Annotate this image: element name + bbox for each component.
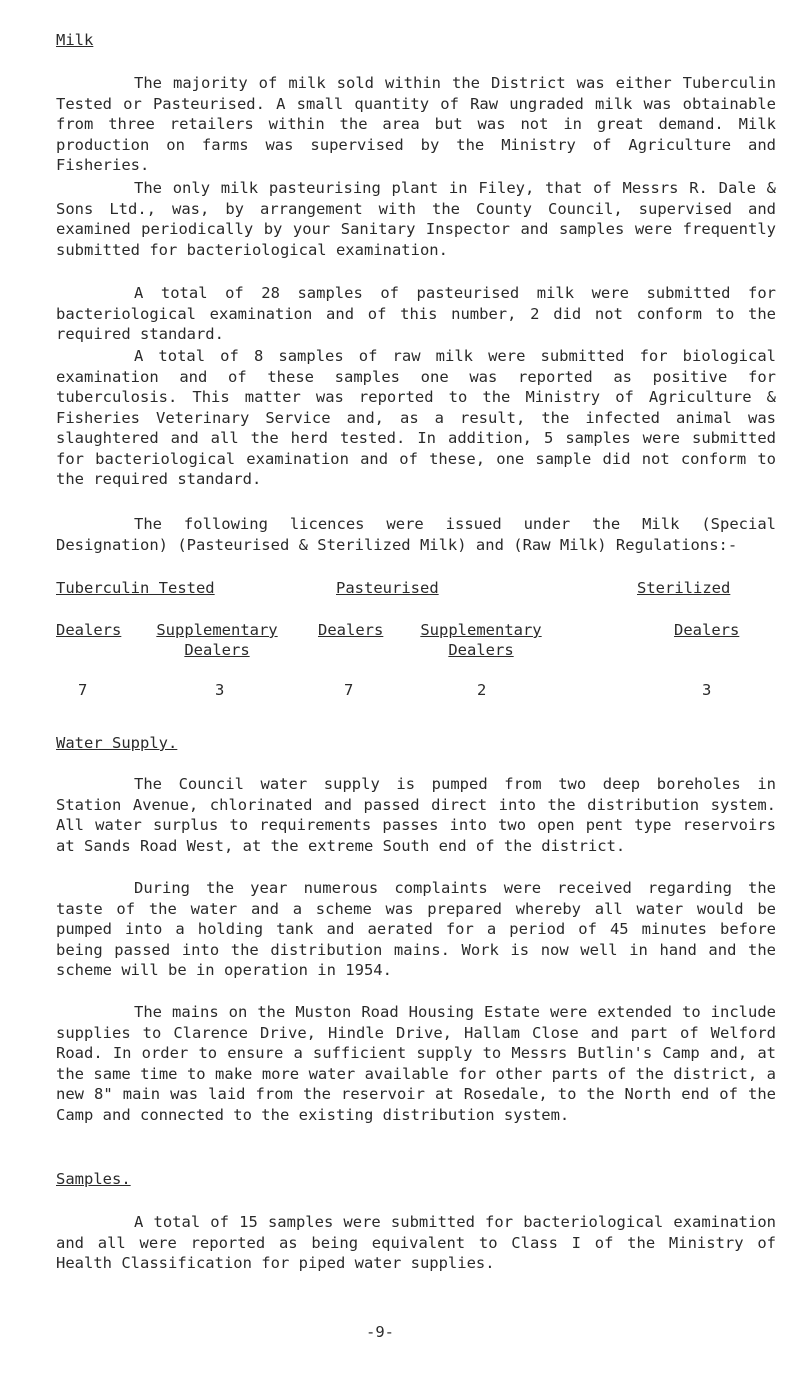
licences-sub-supplementary-dealers-1: Supplementary Dealers	[156, 621, 278, 659]
water-paragraph-3: The mains on the Muston Road Housing Estate were extended to include supplies to Clarence Drive, Hindle Drive, Hallam Close and part of Welford Road. In order to ensure a sufficient supply to Messrs Butlin's Camp and, at the same time to make more water available for other parts of the district, a new 8" main was laid from the reservoir at Rosedale, to the North end of the Camp and connected to the existing distribution system.	[56, 1003, 776, 1124]
milk-paragraph-3: A total of 28 samples of pasteurised milk were submitted for bacteriological examination and of this number, 2 did not conform to the required standard.	[56, 284, 776, 343]
licences-sub-dealers-3: Dealers	[674, 621, 740, 639]
licences-header-tuberculin-tested: Tuberculin Tested	[56, 579, 215, 597]
milk-paragraph-4: A total of 8 samples of raw milk were submitted for biological examination and of these samples one was reported as positive for tuberculosis. This matter was reported to the Ministry of Agriculture & Fisheries Veterinary Service and, as a result, the infected animal was slaughtered and all the herd tested. In addition, 5 samples were submitted for bacteriological examination and of these, one sample did not conform to the required standard.	[56, 347, 776, 488]
milk-paragraph-5: The following licences were issued under the Milk (Special Designation) (Pasteurised & Sterilized Milk) and (Raw Milk) Regulations:-	[56, 515, 776, 554]
licences-count-past-supplementary: 2	[477, 681, 487, 699]
licences-sub-dealers-1: Dealers	[56, 621, 122, 639]
licences-header-pasteurised: Pasteurised	[336, 579, 439, 597]
water-paragraph-1: The Council water supply is pumped from two deep boreholes in Station Avenue, chlorinated and passed direct into the distribution system. All water surplus to requirements passes into two open pent type reservoirs at Sands Road West, at the extreme South end of the district.	[56, 775, 776, 855]
licences-sub-supplementary-dealers-2: Supplementary Dealers	[420, 621, 542, 659]
licences-count-ster-dealers: 3	[702, 681, 712, 699]
water-paragraph-2: During the year numerous complaints were received regarding the taste of the water and a scheme was prepared whereby all water would be pumped into a holding tank and aerated for a period of 45 minutes before being passed into the distribution mains. Work is now well in hand and the scheme will be in operation in 1954.	[56, 879, 776, 979]
samples-paragraph-1: A total of 15 samples were submitted for bacteriological examination and all were reported as being equivalent to Class I of the Ministry of Health Classification for piped water supplies.	[56, 1213, 776, 1272]
water-supply-heading: Water Supply.	[56, 734, 178, 752]
milk-paragraph-1: The majority of milk sold within the District was either Tuberculin Tested or Pasteurised. A small quantity of Raw ungraded milk was obtainable from three retailers within the area but was not in great demand. Milk production on farms was supervised by the Ministry of Agriculture and Fisheries.	[56, 74, 776, 174]
licences-count-tt-dealers: 7	[78, 681, 88, 699]
licences-count-past-dealers: 7	[344, 681, 354, 699]
milk-paragraph-2: The only milk pasteurising plant in Filey, that of Messrs R. Dale & Sons Ltd., was, by arrangement with the County Council, supervised and examined periodically by your Sanitary Inspector and samples were frequently submitted for bacteriological examination.	[56, 179, 776, 259]
licences-count-tt-supplementary: 3	[215, 681, 225, 699]
page-number: -9-	[366, 1323, 394, 1341]
licences-sub-dealers-2: Dealers	[318, 621, 384, 639]
samples-heading: Samples.	[56, 1170, 131, 1188]
milk-heading: Milk	[56, 31, 94, 49]
licences-header-sterilized: Sterilized	[637, 579, 731, 597]
